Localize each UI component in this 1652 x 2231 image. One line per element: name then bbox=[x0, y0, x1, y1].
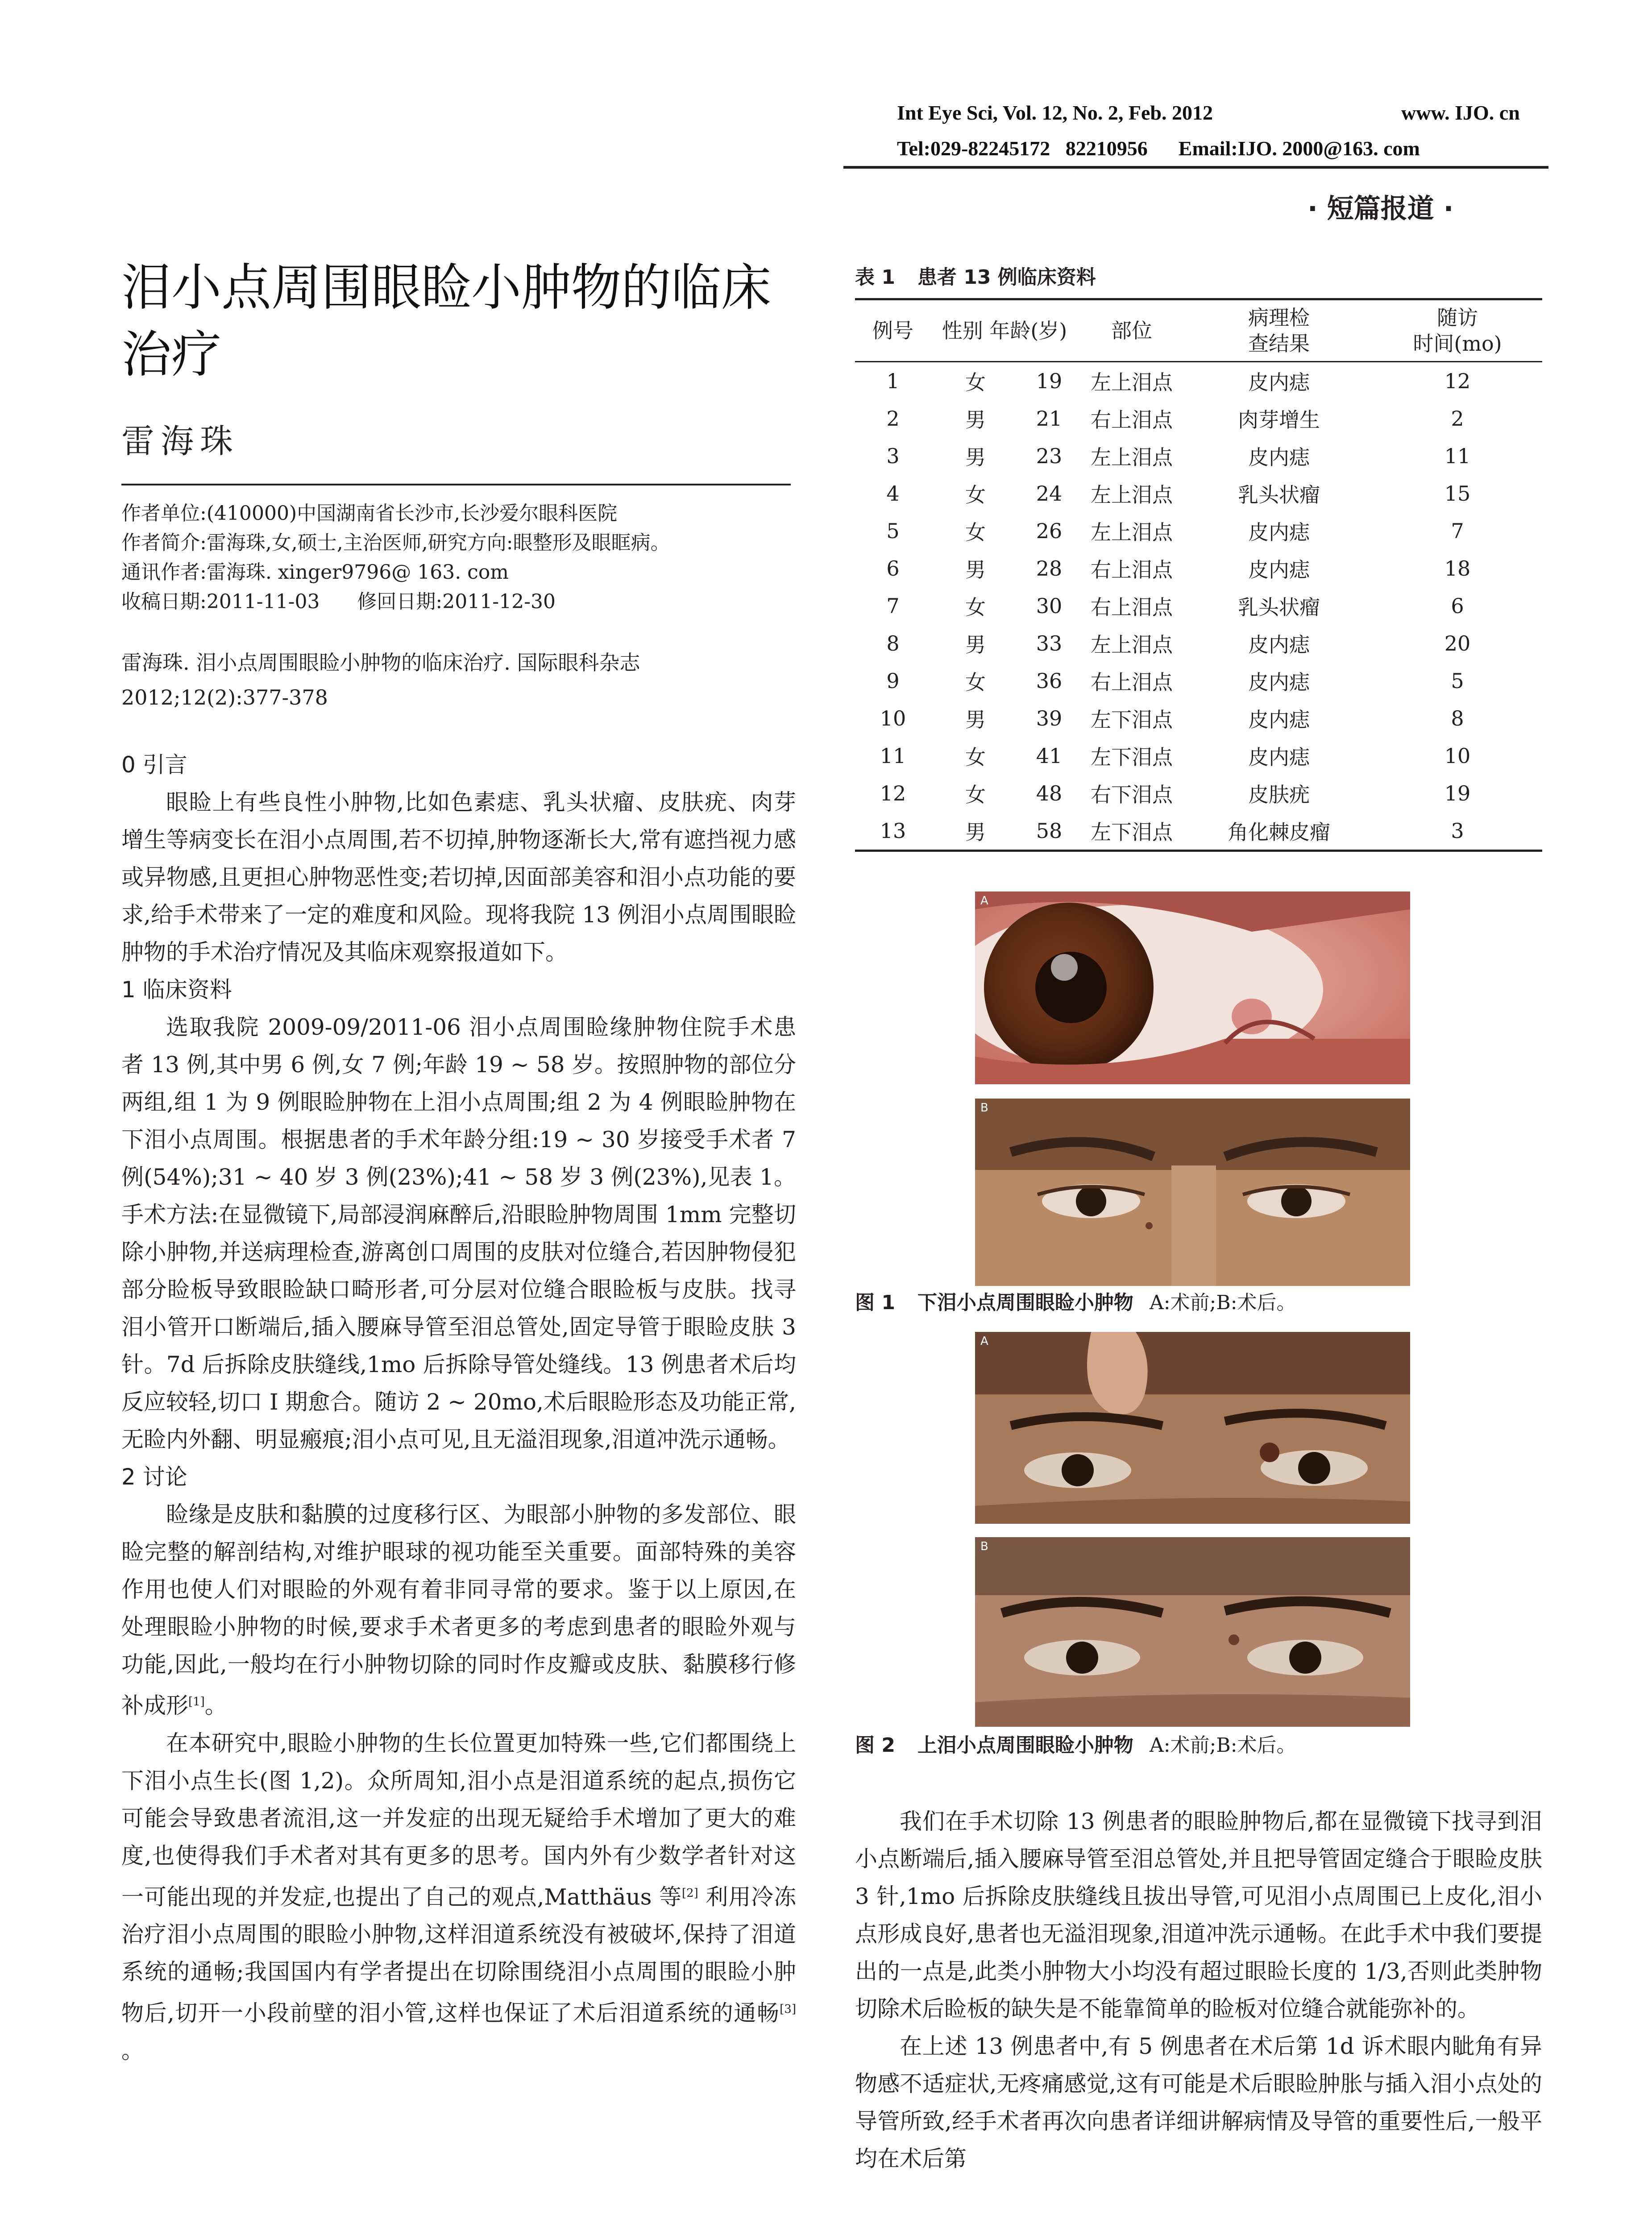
table-header-row bbox=[855, 300, 1542, 362]
cell-pathology: 皮内痣 bbox=[1248, 558, 1310, 582]
right-paragraph-1: 我们在手术切除 13 例患者的眼睑肿物后,都在显微镜下找寻到泪小点断端后,插入腰麻导管至泪总管处,并且把导管固定缝合于眼睑皮肤 3 针,1mo 后拆除皮肤缝线且拔出导管,可见泪小点周围已上皮化,泪小点形成良好,患者也无溢泪现象,泪道冲洗示通畅。在此手术中我们要提出的一点是,此类小肿物大小均没有超过眼睑长度的 1/3,否则此类肿物切除术后睑板的缺失是不能靠简单的睑板对位缝合就能弥补的。 bbox=[855, 1808, 1542, 2022]
journal-info: Int Eye Sci, Vol. 12, No. 2, Feb. 2012 bbox=[897, 101, 1213, 124]
col-id: 例号 bbox=[855, 300, 931, 362]
affiliation: 作者单位:(410000)中国湖南省长沙市,长沙爱尔眼科医院 bbox=[121, 502, 618, 525]
table-row bbox=[855, 437, 1542, 475]
cell-site: 左上泪点 bbox=[1091, 445, 1173, 469]
table-row bbox=[855, 812, 1542, 851]
dates: 收稿日期:2011-11-03 修回日期:2011-12-30 bbox=[121, 590, 556, 613]
cell-pathology: 乳头状瘤 bbox=[1238, 483, 1320, 507]
cell-id: 9 bbox=[886, 669, 900, 693]
table-row bbox=[855, 587, 1542, 625]
table-row bbox=[855, 700, 1542, 737]
author-rule bbox=[121, 484, 791, 485]
table-row bbox=[855, 550, 1542, 587]
cell-pathology: 皮肤疣 bbox=[1248, 783, 1310, 807]
panel-label: A bbox=[980, 1335, 988, 1348]
cell-id: 3 bbox=[886, 444, 900, 468]
journal-website: www. IJO. cn bbox=[1401, 101, 1520, 124]
author-bio: 作者简介:雷海珠,女,硕士,主治医师,研究方向:眼整形及眼眶病。 bbox=[121, 531, 670, 554]
reference-2: [2] bbox=[681, 1886, 698, 1900]
cell-site: 左上泪点 bbox=[1091, 633, 1173, 657]
upper-lid-preop-image bbox=[975, 1332, 1410, 1524]
cell-id: 10 bbox=[880, 706, 906, 730]
upper-lid-postop-image bbox=[975, 1537, 1410, 1727]
figure-2b-photo bbox=[975, 1537, 1410, 1727]
figure-1b-photo bbox=[975, 1099, 1410, 1286]
cell-sex: 女 bbox=[965, 483, 986, 507]
cell-site: 左下泪点 bbox=[1078, 812, 1185, 851]
cell-id: 8 bbox=[886, 631, 900, 655]
col-sex-age: 性别 年龄(岁) bbox=[931, 300, 1078, 362]
cell-sex: 女 bbox=[965, 595, 986, 619]
cell-id: 12 bbox=[880, 781, 906, 805]
col-followup: 随访 时间(mo) bbox=[1373, 300, 1542, 362]
intro-heading: 0 引言 bbox=[121, 752, 187, 778]
title-line-1: 泪小点周围眼睑小肿物的临床 bbox=[121, 259, 771, 317]
table-row bbox=[855, 475, 1542, 512]
cell-site: 左上泪点 bbox=[1091, 483, 1173, 507]
cell-followup: 7 bbox=[1451, 519, 1464, 543]
cell-followup: 18 bbox=[1444, 556, 1471, 581]
cell-site: 左下泪点 bbox=[1091, 708, 1173, 732]
cell-age: 19 bbox=[1036, 369, 1063, 393]
figure-1-caption: 图 1 下泪小点周围眼睑小肿物 A:术前;B:术后。 bbox=[855, 1291, 1296, 1314]
table-1-caption: 表 1 患者 13 例临床资料 bbox=[855, 266, 1096, 289]
cell-followup: 8 bbox=[1451, 706, 1464, 730]
cell-pathology: 皮内痣 bbox=[1248, 370, 1310, 394]
cell-site: 右上泪点 bbox=[1091, 408, 1173, 432]
discussion-paragraph-1: 睑缘是皮肤和黏膜的过度移行区、为眼部小肿物的多发部位、眼睑完整的解剖结构,对维护眼球的视功能至关重要。面部特殊的美容作用也使人们对眼睑的外观有着非同寻常的要求。鉴于以上原因,在处理眼睑小肿物的时候,要求手术者更多的考虑到患者的眼睑外观与功能,因此,一般均在行小肿物切除的同时作皮瓣或皮肤、黏膜移行修补成形[1]。 bbox=[121, 1501, 796, 1719]
cell-id: 7 bbox=[886, 594, 900, 618]
cell-sex: 男 bbox=[965, 633, 986, 657]
article-title bbox=[121, 254, 796, 388]
section-tag: · 短篇报道 · bbox=[1307, 193, 1454, 224]
discussion-heading: 2 讨论 bbox=[121, 1464, 187, 1490]
panel-label: B bbox=[980, 1540, 988, 1553]
cell-sex: 女 bbox=[965, 783, 986, 807]
cell-id: 5 bbox=[886, 519, 900, 543]
citation: 雷海珠. 泪小点周围眼睑小肿物的临床治疗. 国际眼科杂志 2012;12(2):377-378 bbox=[121, 651, 640, 709]
cell-sex: 男 bbox=[965, 708, 986, 732]
table-row bbox=[855, 775, 1542, 812]
cell-followup: 11 bbox=[1444, 444, 1471, 468]
cell-pathology: 皮内痣 bbox=[1248, 745, 1310, 769]
cell-sex: 女 bbox=[965, 670, 986, 694]
col-site: 部位 bbox=[1078, 300, 1185, 362]
cell-followup: 3 bbox=[1373, 812, 1542, 851]
discussion-paragraph-2: 在本研究中,眼睑小肿物的生长位置更加特殊一些,它们都围绕上下泪小点生长(图 1,2)。众所周知,泪小点是泪道系统的起点,损伤它可能会导致患者流泪,这一并发症的出现无疑给手术增加了更大的难度,也使得我们手术者对其有更多的思考。国内外有少数学者针对这一可能出现的并发症,也提出了自己的观点,Matthäus 等[2] 利用冷冻治疗泪小点周围的眼睑小肿物,这样泪道系统没有被破坏,保持了泪道系统的通畅;我国国内有学者提出在切除围绕泪小点周围的眼睑小肿物后,切开一小段前壁的泪小管,这样也保证了术后泪道系统的通畅[3] 。 bbox=[121, 1730, 796, 2064]
cell-sex: 女 bbox=[965, 370, 986, 394]
cell-id: 13 bbox=[855, 812, 931, 851]
cell-id: 6 bbox=[886, 556, 900, 581]
cell-site: 右下泪点 bbox=[1091, 783, 1173, 807]
clinical-paragraph: 选取我院 2009-09/2011-06 泪小点周围睑缘肿物住院手术患者 13 例,其中男 6 例,女 7 例;年龄 19 ~ 58 岁。按照肿物的部位分两组,组 1 为 9 例眼睑肿物在上泪小点周围;组 2 为 4 例眼睑肿物在下泪小点周围。根据患者的手术年龄分组:19 ~ 30 岁接受手术者 7 例(54%);31 ~ 40 岁 3 例(23%);41 ~ 58 岁 3 例(23%),见表 1。手术方法:在显微镜下,局部浸润麻醉后,沿眼睑肿物周围 1mm 完整切除小肿物,并送病理检查,游离创口周围的皮肤对位缝合,若因肿物侵犯部分睑板导致眼睑缺口畸形者,可分层对位缝合眼睑板与皮肤。找寻泪小管开口断端后,插入腰麻导管至泪总管处,固定导管于眼睑皮肤 3 针。7d 后拆除皮肤缝线,1mo 后拆除导管处缝线。13 例患者术后均反应较轻,切口 Ⅰ 期愈合。随访 2 ~ 20mo,术后眼睑形态及功能正常,无睑内外翻、明显瘢痕;泪小点可见,且无溢泪现象,泪道冲洗示通畅。 bbox=[121, 1014, 796, 1452]
cell-site: 右上泪点 bbox=[1091, 558, 1173, 582]
cell-site: 左上泪点 bbox=[1091, 370, 1173, 394]
cell-site: 右上泪点 bbox=[1091, 670, 1173, 694]
cell-followup: 12 bbox=[1444, 369, 1471, 393]
table-1 bbox=[855, 264, 1542, 852]
intro-paragraph: 眼睑上有些良性小肿物,比如色素痣、乳头状瘤、皮肤疣、肉芽增生等病变长在泪小点周围,若不切掉,肿物逐渐长大,常有遮挡视力感或异物感,且更担心肿物恶性变;若切掉,因面部美容和泪小点功能的要求,给手术带来了一定的难度和风险。现将我院 13 例泪小点周围眼睑肿物的手术治疗情况及其临床观察报道如下。 bbox=[121, 789, 796, 965]
cell-followup: 5 bbox=[1451, 669, 1464, 693]
cell-followup: 2 bbox=[1451, 406, 1464, 431]
cell-id: 4 bbox=[886, 481, 900, 506]
cell-age: 36 bbox=[1036, 669, 1063, 693]
cell-age: 39 bbox=[1036, 706, 1063, 730]
table-row bbox=[855, 662, 1542, 700]
right-column-text bbox=[855, 1803, 1542, 2177]
cell-pathology: 皮内痣 bbox=[1248, 520, 1310, 544]
table-row bbox=[855, 737, 1542, 775]
table-row bbox=[855, 512, 1542, 550]
clinical-heading: 1 临床资料 bbox=[121, 977, 232, 1003]
cell-age: 24 bbox=[1036, 481, 1063, 506]
figure-1a-photo bbox=[975, 892, 1410, 1084]
table-body bbox=[855, 362, 1542, 851]
correspondence: 通讯作者:雷海珠. xinger9796@ 163. com bbox=[121, 561, 509, 584]
figure-2a-photo bbox=[975, 1332, 1410, 1524]
figure-2-caption: 图 2 上泪小点周围眼睑小肿物 A:术前;B:术后。 bbox=[855, 1734, 1296, 1757]
col-pathology: 病理检 查结果 bbox=[1185, 300, 1373, 362]
author-info bbox=[121, 499, 796, 617]
cell-age: 41 bbox=[1036, 744, 1063, 768]
eye-closeup-image bbox=[975, 892, 1410, 1084]
right-paragraph-2: 在上述 13 例患者中,有 5 例患者在术后第 1d 诉术眼内眦角有异物感不适症状,无疼痛感觉,这有可能是术后眼睑肿胀与插入泪小点处的导管所致,经手术者再次向患者详细讲解病情及导管的重要性后,一般平均在术后第 bbox=[855, 2033, 1542, 2172]
table-row bbox=[855, 625, 1542, 662]
cell-site: 右上泪点 bbox=[1091, 595, 1173, 619]
title-line-2: 治疗 bbox=[121, 326, 221, 384]
cell-age: 26 bbox=[1036, 519, 1063, 543]
header-rule bbox=[843, 166, 1548, 169]
cell-pathology: 皮内痣 bbox=[1248, 445, 1310, 469]
cell-id: 2 bbox=[886, 406, 900, 431]
journal-contact: Tel:029-82245172 82210956 Email:IJO. 2000@163. com bbox=[897, 137, 1420, 160]
cell-pathology: 肉芽增生 bbox=[1238, 408, 1320, 432]
cell-pathology: 皮内痣 bbox=[1248, 670, 1310, 694]
table-row bbox=[855, 400, 1542, 437]
cell-followup: 15 bbox=[1444, 481, 1471, 506]
author-name: 雷海珠 bbox=[121, 422, 239, 460]
reference-1: [1] bbox=[188, 1695, 205, 1708]
cell-age: 58 bbox=[1020, 812, 1078, 851]
cell-age: 23 bbox=[1036, 444, 1063, 468]
cell-pathology: 乳头状瘤 bbox=[1238, 595, 1320, 619]
cell-age: 21 bbox=[1036, 406, 1063, 431]
table-row bbox=[855, 362, 1542, 400]
cell-age: 28 bbox=[1036, 556, 1063, 581]
cell-site: 左上泪点 bbox=[1091, 520, 1173, 544]
cell-sex: 男 bbox=[965, 408, 986, 432]
cell-age: 33 bbox=[1036, 631, 1063, 655]
panel-label: A bbox=[980, 894, 988, 908]
cell-pathology: 皮内痣 bbox=[1248, 633, 1310, 657]
cell-followup: 10 bbox=[1444, 744, 1471, 768]
cell-sex: 男 bbox=[965, 445, 986, 469]
cell-sex: 女 bbox=[965, 745, 986, 769]
cell-id: 11 bbox=[880, 744, 906, 768]
clinical-data-table bbox=[855, 300, 1542, 852]
cell-site: 左下泪点 bbox=[1091, 745, 1173, 769]
cell-followup: 20 bbox=[1444, 631, 1471, 655]
panel-label: B bbox=[980, 1101, 988, 1115]
reference-3: [3] bbox=[780, 2003, 796, 2016]
face-postop-image bbox=[975, 1099, 1410, 1286]
cell-age: 48 bbox=[1036, 781, 1063, 805]
cell-pathology: 角化棘皮瘤 bbox=[1185, 812, 1373, 851]
cell-followup: 6 bbox=[1451, 594, 1464, 618]
left-column bbox=[121, 254, 796, 2069]
cell-followup: 19 bbox=[1444, 781, 1471, 805]
cell-sex: 男 bbox=[965, 558, 986, 582]
cell-age: 30 bbox=[1036, 594, 1063, 618]
cell-sex: 女 bbox=[965, 520, 986, 544]
cell-id: 1 bbox=[886, 369, 900, 393]
cell-sex: 男 bbox=[931, 812, 1020, 851]
cell-pathology: 皮内痣 bbox=[1248, 708, 1310, 732]
